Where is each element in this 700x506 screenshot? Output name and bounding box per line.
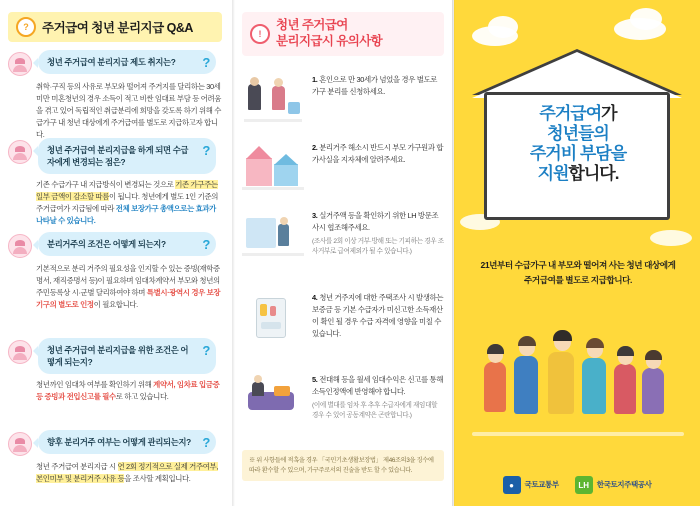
question-mark-icon: ?: [202, 435, 210, 450]
question-text: 청년 주거급여 분리지급을 위한 조건은 어떻게 되는지?: [47, 345, 189, 368]
question-text: 청년 주거급여 분리지급 제도 취지는?: [47, 57, 176, 67]
question-mark-icon: ?: [202, 55, 210, 70]
title-line-2: 청년들의: [547, 124, 609, 144]
right-panel-subtitle: [480, 258, 676, 287]
avatar: [8, 140, 32, 164]
answer-text: 기존 수급가구 내 지급방식이 변경되는 것으로 기존 가구주는 일부 금액이 감소할 따름이 됩니다. 청년에게 별도 1인 기준의 주거급여가 지급됨에 따라 전체 보장가구 총액으로는 효과가 나타날 수 있습니다.: [36, 180, 219, 225]
logo-item: [503, 476, 559, 494]
answer-text: 청년까인 임대차 여부를 확인하기 위해 계약서, 임차료 입금증 등 증빙과 전입신고를 필수로 하고 있습니다.: [36, 380, 220, 402]
left-panel-title: 주거급여 청년 분리지급 Q&A: [42, 21, 193, 35]
lh-logo-icon: LH: [575, 476, 593, 494]
left-panel: [0, 0, 232, 506]
question-bubble: [38, 232, 216, 256]
avatar: [8, 340, 32, 364]
people-illustration: [472, 318, 684, 458]
middle-title-line2: 분리지급시 유의사항: [276, 34, 383, 48]
logo-label: 국토교통부: [524, 479, 559, 489]
question-text: 향후 분리거주 여부는 어떻게 관리되는지?: [47, 437, 191, 447]
question-mark-icon: ?: [202, 143, 210, 158]
question-mark-icon: ?: [202, 237, 210, 252]
pin-icon: !: [250, 24, 270, 44]
question-bubble: [38, 138, 216, 174]
sofa-icon: [242, 372, 304, 428]
title-line-3: 주거비 부담을: [529, 144, 627, 164]
list-item: [242, 140, 444, 196]
title-line-1: 주거급여가: [539, 104, 617, 123]
qa-item: [8, 430, 224, 485]
fridge-icon: [242, 290, 304, 346]
left-panel-header: [8, 12, 222, 42]
list-item-number: 5.: [312, 375, 318, 384]
middle-panel: [232, 0, 454, 506]
list-item-text: [312, 290, 444, 339]
list-item: [242, 290, 444, 346]
list-item-body: 분리거주 해소시 반드시 부모 가구원과 합가사실을 지자체에 알려주세요.: [312, 143, 444, 164]
list-item-body: 실거주액 등을 확인하기 위한 LH 방문조사시 협조해주세요.: [312, 211, 439, 232]
inspection-icon: [242, 208, 304, 264]
list-item-note: (조사를 2회 이상 거부·방해 또는 기피하는 경우 조사거부로 급여제외가 될 수 있습니다.): [312, 237, 444, 255]
avatar: [8, 432, 32, 456]
answer-text: 취학·구직 등의 사유로 부모와 떨어져 주거지를 달리하는 30세 미만 미혼청년의 경우 소득이 적고 비싼 임대료 부담 등 어려움을 겪고 있어 독립적인 취급분리에 희망을 갖도록 하기 위해 수급가구 내 청년 대상에게 주거급여를 별도로 지급하고자 합니다.: [36, 82, 222, 139]
list-item-text: [312, 208, 444, 256]
fold-line: [452, 0, 455, 506]
question-bubble: [38, 430, 216, 454]
gov-emblem-icon: ●: [503, 476, 521, 494]
list-item-number: 4.: [312, 293, 318, 302]
list-item-body: 전대해 등을 월세 임대수익은 신고를 통해 소득인정액에 반영해야 합니다.: [312, 375, 444, 396]
pin-icon: ?: [16, 17, 36, 37]
list-item-text: [312, 140, 444, 166]
right-panel: [454, 0, 700, 506]
house-pink-icon: [242, 140, 304, 196]
logo-label: [597, 481, 652, 490]
middle-panel-header: [242, 12, 444, 56]
logo-item: [575, 476, 652, 494]
qa-item: [8, 338, 224, 403]
question-mark-icon: ?: [202, 343, 210, 358]
avatar: [8, 52, 32, 76]
list-item-text: [312, 372, 444, 420]
question-text: 청년 주거급여 분리지급을 하게 되면 수급자에게 변경되는 점은?: [47, 145, 189, 168]
list-item: [242, 208, 444, 264]
answer-text: 청년 주거급여 분리지급 시 연 2회 정기적으로 실제 거주여부, 본인미부 및 분리거주 사유 등을 조사할 계획입니다.: [36, 462, 219, 483]
list-item-body: 혼인으로 만 30세가 넘었을 경우 별도로 가구 분리를 신청하세요.: [312, 75, 438, 96]
list-item-number: 3.: [312, 211, 318, 220]
list-item: [242, 372, 444, 428]
list-item-note: (이에 별대를 임차 후 추후 수급자에게 재임대할 경우 수 있어 공동계약은 곤란합니다.): [312, 401, 438, 419]
qa-item: [8, 138, 224, 227]
list-item-text: [312, 72, 444, 98]
subtitle-line-2: 주거급여를 별도로 지급합니다.: [524, 274, 632, 285]
title-line-4: 지원합니다.: [537, 164, 619, 184]
subtitle-line-1: 21년부터 수급가구 내 부모와 떨어져 사는 청년 대상에게: [480, 260, 676, 270]
list-item-number: 1.: [312, 75, 318, 84]
middle-panel-title: [276, 18, 382, 49]
right-panel-title: [488, 104, 668, 184]
list-item-number: 2.: [312, 143, 318, 152]
answer-text: 기본적으로 분리 거주의 필요성을 인지할 수 있는 증빙(재학증명서, 재직증명서 등)이 필요하며 임대차계약서 부모와 청년의 주민등록상 시·군별 달리하여야 하며 특별시·광역시 경우 보장기구의 별도로 인정이 필요합니다.: [36, 264, 221, 309]
list-item: [242, 72, 444, 128]
middle-panel-note: ※ 위 사항들에 적혹을 경우 「국민기초생활보장법」 제46조의3을 징수에 따라 환수할 수 있으며, 가구주로서의 진술을 받도 할 수 있습니다.: [242, 450, 444, 481]
middle-title-line1: 청년 주거급여: [276, 18, 348, 33]
qa-item: [8, 232, 224, 311]
logo-bar: [454, 476, 700, 494]
couple-moving-icon: [242, 72, 304, 128]
question-bubble: [38, 338, 216, 374]
question-text: 분리거주의 조건은 어떻게 되는지?: [47, 239, 166, 249]
avatar: [8, 234, 32, 258]
list-item-body: 청년 거주지에 대한 주택조사 시 발생하는 보증금 등 기본 수급자가 미신고한 소득재산이 확인 될 경우 수급 자격에 영향을 미칠 수 있습니다.: [312, 293, 444, 338]
fold-line: [232, 0, 235, 506]
question-bubble: [38, 50, 216, 74]
logo-sublabel: 한국토지주택공사: [596, 479, 652, 489]
qa-item: [8, 50, 224, 141]
